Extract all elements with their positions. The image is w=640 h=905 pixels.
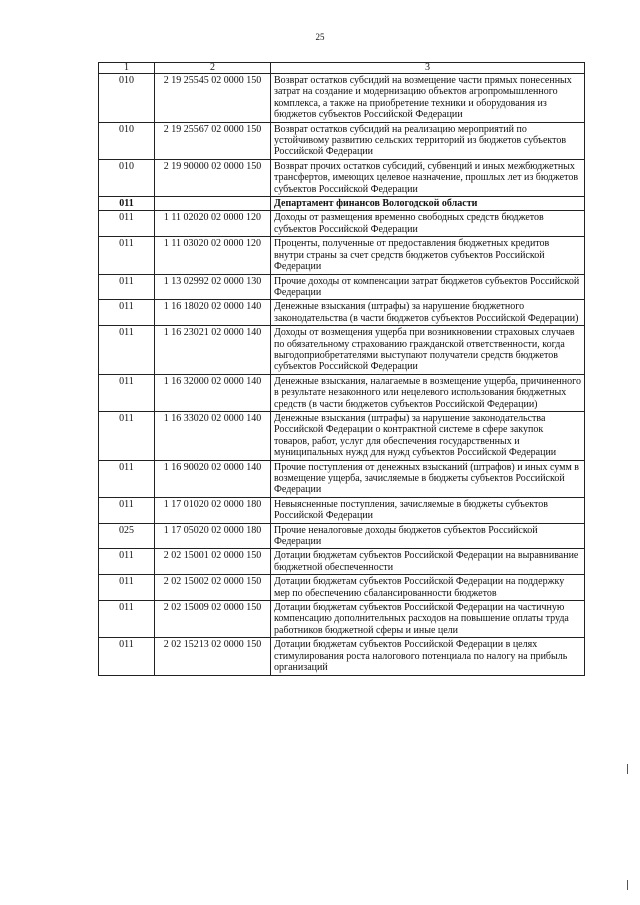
description-cell: Дотации бюджетам субъектов Российской Федерации на выравнивание бюджетной обеспеченности — [271, 549, 585, 575]
admin-code-cell: 011 — [99, 497, 155, 523]
admin-code-cell: 011 — [99, 374, 155, 411]
admin-code-cell: 010 — [99, 122, 155, 159]
description-cell: Доходы от размещения временно свободных средств бюджетов субъектов Российской Федерации — [271, 211, 585, 237]
admin-code-cell: 010 — [99, 74, 155, 123]
table-row — [99, 523, 585, 549]
column-header-3: 3 — [271, 63, 585, 74]
margin-mark — [627, 880, 628, 890]
description-cell: Проценты, полученные от предоставления бюджетных кредитов внутри страны за счет средств бюджетов субъектов Российской Федерации — [271, 237, 585, 274]
description-cell: Денежные взыскания (штрафы) за нарушение законодательства Российской Федерации о контрактной системе в сфере закупок товаров, работ, услуг для обеспечения государственных и муниципальных нужд для нужд субъектов Российской Федерации — [271, 411, 585, 460]
description-cell: Дотации бюджетам субъектов Российской Федерации в целях стимулирования роста налогового потенциала по налогу на прибыль организаций — [271, 638, 585, 675]
admin-code-cell: 025 — [99, 523, 155, 549]
budget-code-cell: 1 16 33020 02 0000 140 — [155, 411, 271, 460]
table-row — [99, 374, 585, 411]
budget-code-cell: 2 19 25545 02 0000 150 — [155, 74, 271, 123]
admin-code-cell: 011 — [99, 411, 155, 460]
budget-code-cell: 1 17 05020 02 0000 180 — [155, 523, 271, 549]
description-cell: Департамент финансов Вологодской области — [271, 197, 585, 211]
table-row — [99, 159, 585, 196]
budget-code-cell: 1 16 23021 02 0000 140 — [155, 326, 271, 375]
budget-code-cell: 2 02 15001 02 0000 150 — [155, 549, 271, 575]
admin-code-cell: 011 — [99, 460, 155, 497]
budget-code-cell: 2 19 90000 02 0000 150 — [155, 159, 271, 196]
description-cell: Возврат остатков субсидий на реализацию мероприятий по устойчивому развитию сельских территорий из бюджетов субъектов Российской Федерации — [271, 122, 585, 159]
admin-code-cell: 011 — [99, 300, 155, 326]
table-row — [99, 575, 585, 601]
budget-code-cell — [155, 197, 271, 211]
description-cell: Возврат остатков субсидий на возмещение части прямых понесенных затрат на создание и модернизацию объектов агропромышленного комплекса, а также на приобретение техники и оборудования из бюджетов субъектов Российской Федерации — [271, 74, 585, 123]
revenue-classification-table — [98, 62, 585, 676]
table-header-row — [99, 63, 585, 74]
description-cell: Прочие поступления от денежных взысканий (штрафов) и иных сумм в возмещение ущерба, зачисляемые в бюджеты субъектов Российской Федерации — [271, 460, 585, 497]
table-row — [99, 300, 585, 326]
admin-code-cell: 011 — [99, 237, 155, 274]
description-cell: Доходы от возмещения ущерба при возникновении страховых случаев по обязательному страхованию гражданской ответственности, когда выгодоприобретателями выступают получатели средств бюджетов субъектов Российской Федерации — [271, 326, 585, 375]
admin-code-cell: 011 — [99, 326, 155, 375]
page-number: 25 — [315, 32, 325, 42]
admin-code-cell: 011 — [99, 638, 155, 675]
budget-code-cell: 2 02 15009 02 0000 150 — [155, 601, 271, 638]
description-cell: Прочие неналоговые доходы бюджетов субъектов Российской Федерации — [271, 523, 585, 549]
description-cell: Дотации бюджетам субъектов Российской Федерации на частичную компенсацию дополнительных расходов на повышение оплаты труда работников бюджетной сферы и иные цели — [271, 601, 585, 638]
admin-code-cell: 011 — [99, 601, 155, 638]
table-row — [99, 211, 585, 237]
table-row — [99, 237, 585, 274]
admin-code-cell: 011 — [99, 575, 155, 601]
admin-code-cell: 010 — [99, 159, 155, 196]
budget-code-cell: 2 19 25567 02 0000 150 — [155, 122, 271, 159]
column-header-1: 1 — [99, 63, 155, 74]
description-cell: Денежные взыскания, налагаемые в возмещение ущерба, причиненного в результате незаконного или нецелевого использования бюджетных средств (в части бюджетов субъектов Российской Федерации) — [271, 374, 585, 411]
budget-code-cell: 1 17 01020 02 0000 180 — [155, 497, 271, 523]
department-row — [99, 197, 585, 211]
table-row — [99, 460, 585, 497]
table-row — [99, 601, 585, 638]
table-row — [99, 549, 585, 575]
column-header-2: 2 — [155, 63, 271, 74]
description-cell: Невыясненные поступления, зачисляемые в бюджеты субъектов Российской Федерации — [271, 497, 585, 523]
budget-code-cell: 1 16 18020 02 0000 140 — [155, 300, 271, 326]
budget-code-cell: 2 02 15002 02 0000 150 — [155, 575, 271, 601]
admin-code-cell: 011 — [99, 549, 155, 575]
admin-code-cell: 011 — [99, 274, 155, 300]
table-row — [99, 497, 585, 523]
budget-code-cell: 1 16 90020 02 0000 140 — [155, 460, 271, 497]
admin-code-cell: 011 — [99, 197, 155, 211]
budget-code-cell: 1 11 02020 02 0000 120 — [155, 211, 271, 237]
table-body — [99, 74, 585, 676]
table-row — [99, 326, 585, 375]
admin-code-cell: 011 — [99, 211, 155, 237]
margin-mark — [627, 764, 628, 774]
budget-code-cell: 2 02 15213 02 0000 150 — [155, 638, 271, 675]
description-cell: Денежные взыскания (штрафы) за нарушение бюджетного законодательства (в части бюджетов субъектов Российской Федерации) — [271, 300, 585, 326]
budget-code-cell: 1 11 03020 02 0000 120 — [155, 237, 271, 274]
table-row — [99, 638, 585, 675]
table-row — [99, 411, 585, 460]
budget-code-cell: 1 16 32000 02 0000 140 — [155, 374, 271, 411]
table-row — [99, 274, 585, 300]
budget-code-cell: 1 13 02992 02 0000 130 — [155, 274, 271, 300]
table-row — [99, 74, 585, 123]
description-cell: Прочие доходы от компенсации затрат бюджетов субъектов Российской Федерации — [271, 274, 585, 300]
table-row — [99, 122, 585, 159]
description-cell: Возврат прочих остатков субсидий, субвенций и иных межбюджетных трансфертов, имеющих целевое назначение, прошлых лет из бюджетов субъектов Российской Федерации — [271, 159, 585, 196]
description-cell: Дотации бюджетам субъектов Российской Федерации на поддержку мер по обеспечению сбалансированности бюджетов — [271, 575, 585, 601]
